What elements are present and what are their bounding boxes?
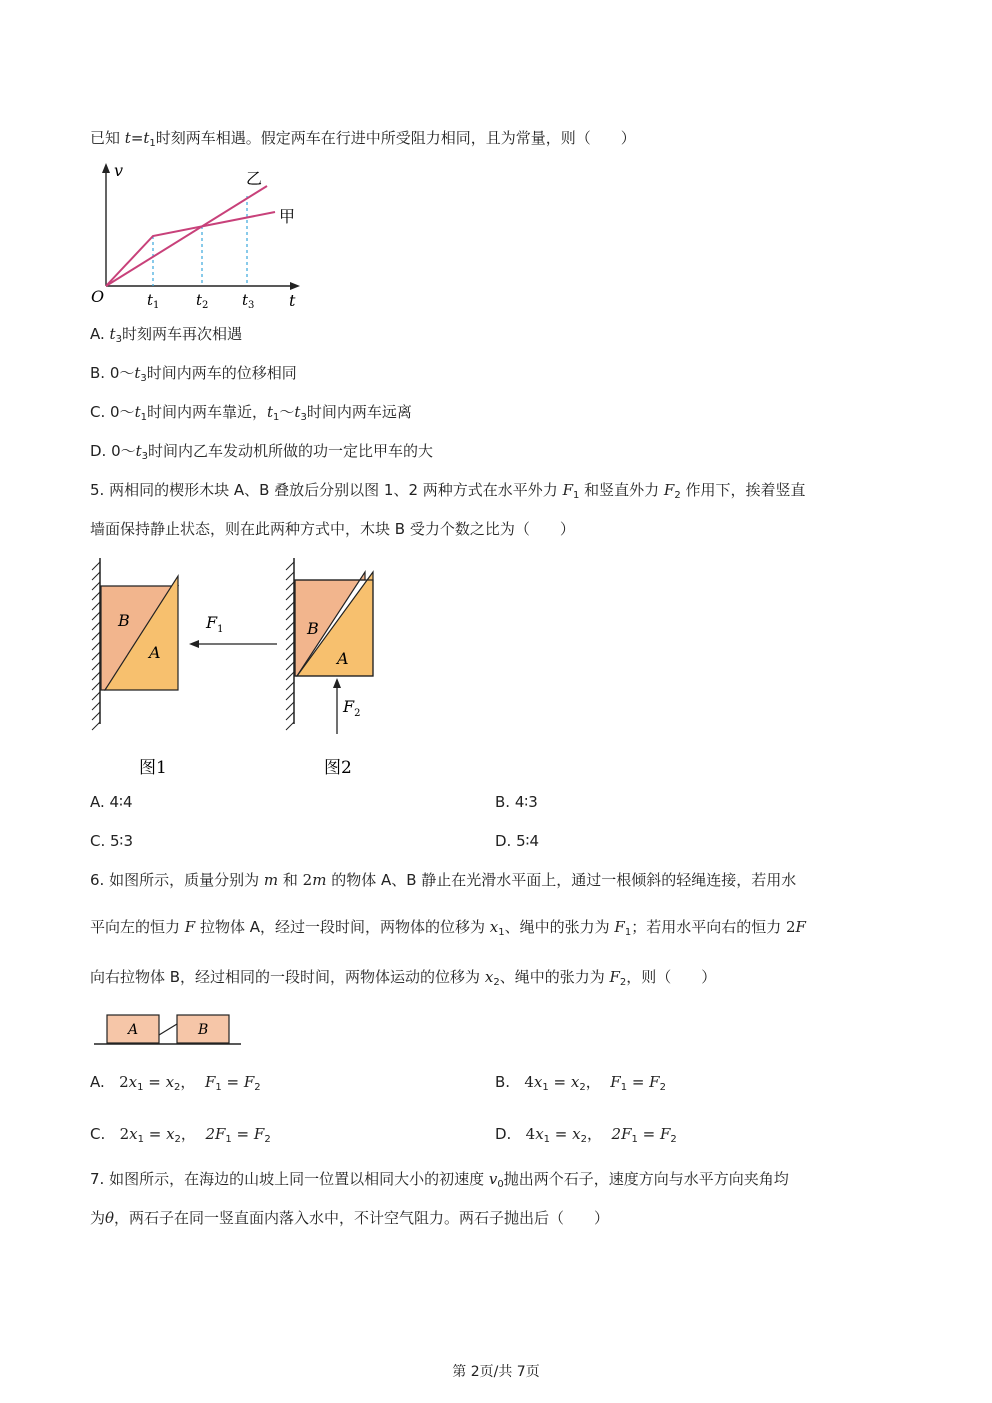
label-yi: 乙 bbox=[246, 169, 263, 188]
q4-option-b[interactable]: B. $0\sim t_3$时间内两车的位移相同 bbox=[90, 364, 297, 384]
q5-option-c[interactable]: C. 5∶3 bbox=[90, 832, 134, 850]
page-footer: 第 2页/共 7页 bbox=[452, 1364, 540, 1380]
q6-stem-line3: 向右拉物体 B，经过相同的一段时间，两物体运动的位移为 $x_2$、绳中的张力为 $F_2$，则（ ） bbox=[90, 968, 717, 988]
line-jia bbox=[106, 212, 275, 286]
q5-option-a[interactable]: A. 4∶4 bbox=[90, 793, 133, 811]
q6-option-b[interactable]: B. $4x_1 = x_2$， $F_1 = F_2$ bbox=[495, 1073, 666, 1093]
svg-text:A: A bbox=[149, 643, 161, 662]
q4-vt-graph bbox=[85, 158, 315, 313]
q4-option-a[interactable]: A. $t_3$时刻两车再次相遇 bbox=[90, 325, 242, 345]
q5-figure bbox=[85, 552, 395, 784]
svg-text:B: B bbox=[118, 611, 130, 630]
svg-text:F2: $F_2$ bbox=[343, 697, 361, 719]
q7-stem-line1: 7. 如图所示，在海边的山坡上同一位置以相同大小的初速度 $v_0$抛出两个石子，速度方向与水平方向夹角均 bbox=[90, 1170, 789, 1190]
q5-stem-line2: 墙面保持静止状态，则在此两种方式中，木块 B 受力个数之比为（ ） bbox=[90, 520, 575, 538]
axis-t-label: t bbox=[289, 291, 296, 310]
fig2-caption: 图2 bbox=[324, 758, 352, 778]
q4-option-c[interactable]: C. $0\sim t_1$时间内两车靠近，$t_1\sim t_3$时间内两车远离 bbox=[90, 403, 412, 423]
origin-label: O bbox=[91, 287, 105, 306]
line-yi bbox=[106, 186, 267, 286]
q6-option-c[interactable]: C. $2x_1 = x_2$， $2F_1 = F_2$ bbox=[90, 1125, 271, 1145]
svg-text:F1: $F_1$ bbox=[206, 613, 224, 635]
q6-stem-line1: 6. 如图所示，质量分别为 m 和 2m 的物体 A、B 静止在光滑水平面上，通过一根倾斜的轻绳连接，若用水 bbox=[90, 871, 797, 889]
tick-t1: $t_1$ bbox=[147, 291, 160, 311]
svg-text:B: B bbox=[307, 619, 319, 638]
fig1-caption: 图1 bbox=[139, 758, 167, 778]
svg-text:A: A bbox=[128, 1022, 139, 1038]
q6-figure bbox=[92, 1010, 244, 1050]
q7-stem-line2: 为θ，两石子在同一竖直面内落入水中，不计空气阻力。两石子抛出后（ ） bbox=[90, 1209, 610, 1227]
q6-stem-line2: 平向左的恒力 F 拉物体 A，经过一段时间，两物体的位移为 $x_1$、绳中的张力为 $F_1$；若用水平向右的恒力 2F bbox=[90, 918, 806, 938]
q4-option-d[interactable]: D. $0\sim t_3$时间内乙车发动机所做的功一定比甲车的大 bbox=[90, 442, 434, 462]
axis-v-label: v bbox=[114, 161, 124, 180]
q5-option-d[interactable]: D. 5∶4 bbox=[495, 832, 540, 850]
svg-text:A: A bbox=[337, 649, 349, 668]
svg-text:B: B bbox=[198, 1022, 209, 1038]
q5-option-b[interactable]: B. 4∶3 bbox=[495, 793, 538, 811]
q6-option-a[interactable]: A. $2x_1 = x_2$， $F_1 = F_2$ bbox=[90, 1073, 261, 1093]
q6-option-d[interactable]: D. $4x_1 = x_2$， $2F_1 = F_2$ bbox=[495, 1125, 677, 1145]
q5-stem-line1: 5. 两相同的楔形木块 A、B 叠放后分别以图 1、2 两种方式在水平外力 $F_1$ 和竖直外力 $F_2$ 作用下，挨着竖直 bbox=[90, 481, 806, 501]
tick-t2: $t_2$ bbox=[196, 291, 209, 311]
q4-stem: 已知 $t=t_1$时刻两车相遇。假定两车在行进中所受阻力相同，且为常量，则（ ） bbox=[90, 129, 636, 149]
label-jia: 甲 bbox=[279, 207, 296, 226]
tick-t3: $t_3$ bbox=[242, 291, 255, 311]
q6-rope bbox=[159, 1024, 177, 1035]
